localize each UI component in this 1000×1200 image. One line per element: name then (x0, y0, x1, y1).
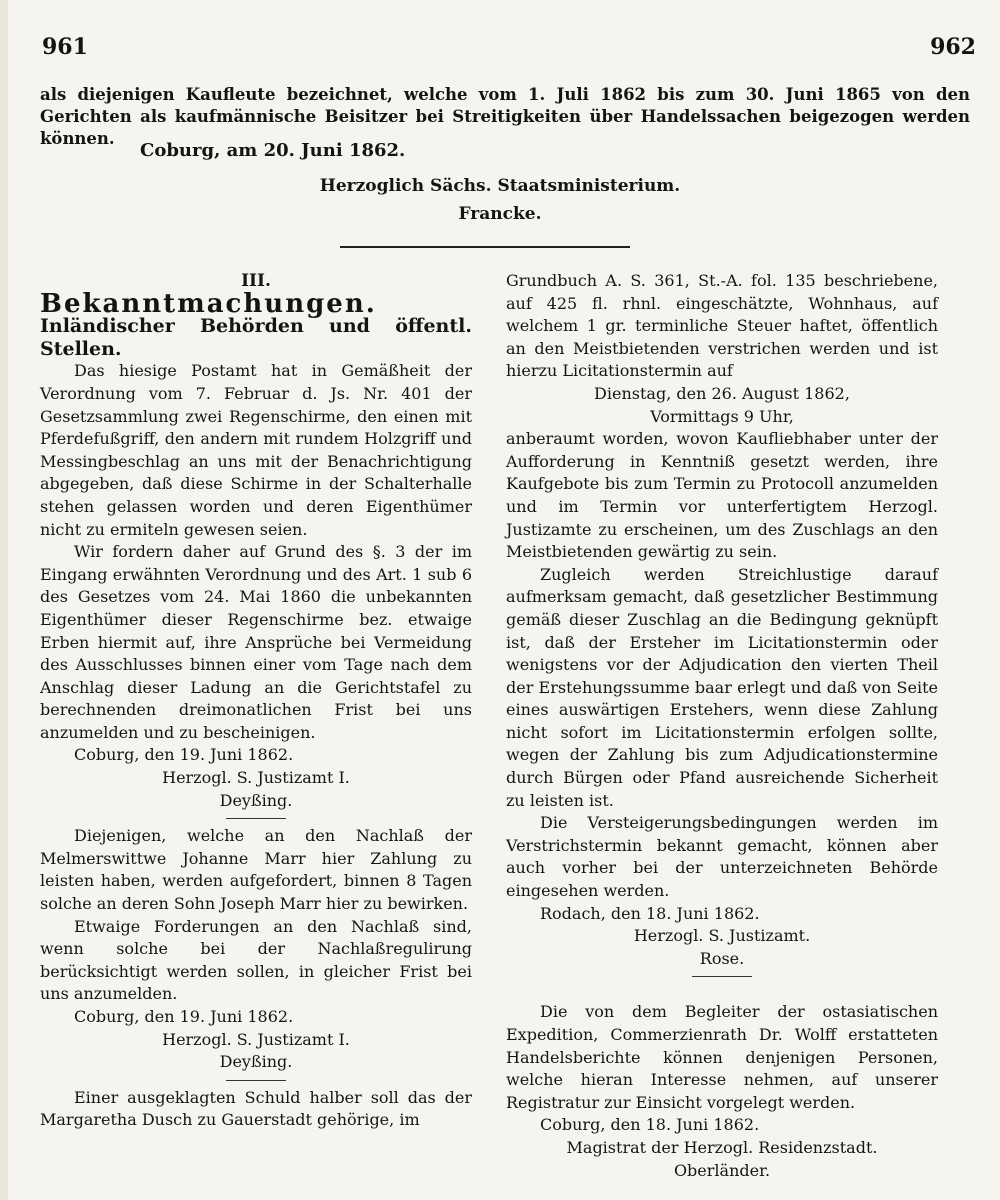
section-subtitle: Inländischer Behörden und öffentl. Stellen. (40, 315, 472, 360)
notice-separator (226, 1080, 286, 1081)
auction-paragraph3: Zugleich werden Streichlustige darauf aufmerksam gemacht, daß gesetzlicher Bestimmung gemäß dieser Zuschlag an die Bedingung geknüpft ist, daß der Ersteher im Licitationstermin oder wenigstens vor der Adjudication den vierten Theil der Erstehungssumme baar erlegt und daß von Seite eines auswärtigen Erstehers, wenn diese Zahlung nicht sofort im Licitationstermin erfolgen sollte, wegen der Zahlung bis zum Adjudicationstermine durch Bürgen oder Pfand ausreichende Sicherheit zu leisten ist. (506, 564, 938, 810)
page-edge (0, 0, 8, 1200)
auction-signer: Rose. (699, 948, 745, 968)
auction-continuation: Grundbuch A. S. 361, St.-A. fol. 135 beschriebene, auf 425 fl. rhnl. eingeschätzte, Wohnhaus, auf welchem 1 gr. terminliche Steuer haftet, öffentlich an den Meistbietenden verstrichen werden und ist hierzu Licitationstermin auf (506, 271, 938, 381)
notice2-paragraph2: Etwaige Forderungen an den Nachlaß sind, wenn solche bei der Nachlaßregulirung berücksichtigt werden sollen, in gleicher Frist bei uns anzumelden. (40, 916, 472, 1004)
section-title: Bekanntmachungen. (40, 288, 377, 319)
notice-separator (226, 818, 286, 819)
report-authority: Magistrat der Herzogl. Residenzstadt. (566, 1137, 878, 1157)
notice2-paragraph1: Diejenigen, welche an den Nachlaß der Melmerswittwe Johanne Marr hier Zahlung zu leisten haben, werden aufgefordert, binnen 8 Tagen solche an deren Sohn Joseph Marr hier zu bewirken. (40, 826, 472, 914)
auction-paragraph4: Die Versteigerungsbedingungen werden im Verstrichstermin bekannt gemacht, können aber auch vorher bei der unterzeichneten Behörde eingesehen werden. (506, 813, 938, 901)
notice2-signer: Deyßing. (219, 1052, 293, 1072)
notice1-paragraph1: Das hiesige Postamt hat in Gemäßheit der Verordnung vom 7. Februar d. Js. Nr. 401 der Gesetzsammlung zwei Regenschirme, den einen mit Pferdefußgriff, den andern mit rundem Holzgriff und Messingbeschlag an uns mit der Benachrichtigung abgegeben, daß diese Schirme in der Schalterhalle stehen gelassen worden und deren Eigenthümer nicht zu ermiteln gewesen seien. (40, 361, 472, 539)
left-column (40, 270, 472, 1132)
report-paragraph: Die von dem Begleiter der ostasiatischen Expedition, Commerzienrath Dr. Wolff erstatteten Handelsberichte können denjenigen Personen, welche hieran Interesse nehmen, auf unserer Registratur zur Einsicht vorgelegt werden. (506, 1002, 938, 1112)
auction-time: Vormittags 9 Uhr, (650, 406, 794, 426)
page-number-right: 962 (930, 34, 976, 60)
notice2-place-date: Coburg, den 19. Juni 1862. (74, 1007, 294, 1026)
notice-separator (692, 976, 752, 977)
section-number: III. (241, 271, 271, 291)
auction-place-date: Rodach, den 18. Juni 1862. (540, 903, 760, 923)
page-number-left: 961 (42, 34, 88, 60)
report-signer: Oberländer. (673, 1160, 771, 1180)
right-column (506, 270, 938, 1182)
auction-authority: Herzogl. S. Justizamt. (633, 926, 811, 946)
report-place-date: Coburg, den 18. Juni 1862. (540, 1115, 760, 1135)
notice1-place-date: Coburg, den 19. Juni 1862. (74, 745, 294, 765)
intro-authority: Herzoglich Sächs. Staatsministerium. (319, 176, 681, 196)
auction-paragraph2: anberaumt worden, wovon Kaufliebhaber unter der Aufforderung in Kenntniß gesetzt werden, ihre Kaufgebote bis zum Termin zu Protocoll anzumelden und im Termin vor unterfertigtem Herzogl. Justizamte zu erscheinen, um des Zuschlags an den Meistbietenden gewärtig zu sein. (506, 429, 938, 562)
notice1-paragraph2: Wir fordern daher auf Grund des §. 3 der im Eingang erwähnten Verordnung und des Art. 1 sub 6 des Gesetzes vom 24. Mai 1860 die unbekannten Eigenthümer dieser Regenschirme bez. etwaige Erben hiermit auf, ihre Ansprüche bei Vermeidung des Ausschlusses binnen einer vom Tage nach dem Anschlag dieser Ladung an die Gerichtstafel zu berechnenden dreimonatlichen Frist bei uns anzumelden und zu bescheinigen. (40, 542, 472, 742)
notice3-start: Einer ausgeklagten Schuld halber soll das der Margaretha Dusch zu Gauerstadt gehörige, im (40, 1087, 472, 1130)
notice2-authority: Herzogl. S. Justizamt I. (162, 1029, 350, 1049)
intro-text: als diejenigen Kaufleute bezeichnet, welche vom 1. Juli 1862 bis zum 30. Juni 1865 von den Gerichten als kaufmännische Beisitzer bei Streitigkeiten über Handelssachen beigezogen werden können. (40, 85, 970, 148)
notice1-authority: Herzogl. S. Justizamt I. (162, 768, 350, 788)
intro-signer: Francke. (458, 204, 542, 224)
auction-date: Dienstag, den 26. August 1862, (594, 383, 850, 403)
notice1-signer: Deyßing. (219, 790, 293, 810)
section-divider (340, 246, 630, 248)
intro-place-date: Coburg, am 20. Juni 1862. (140, 140, 406, 161)
